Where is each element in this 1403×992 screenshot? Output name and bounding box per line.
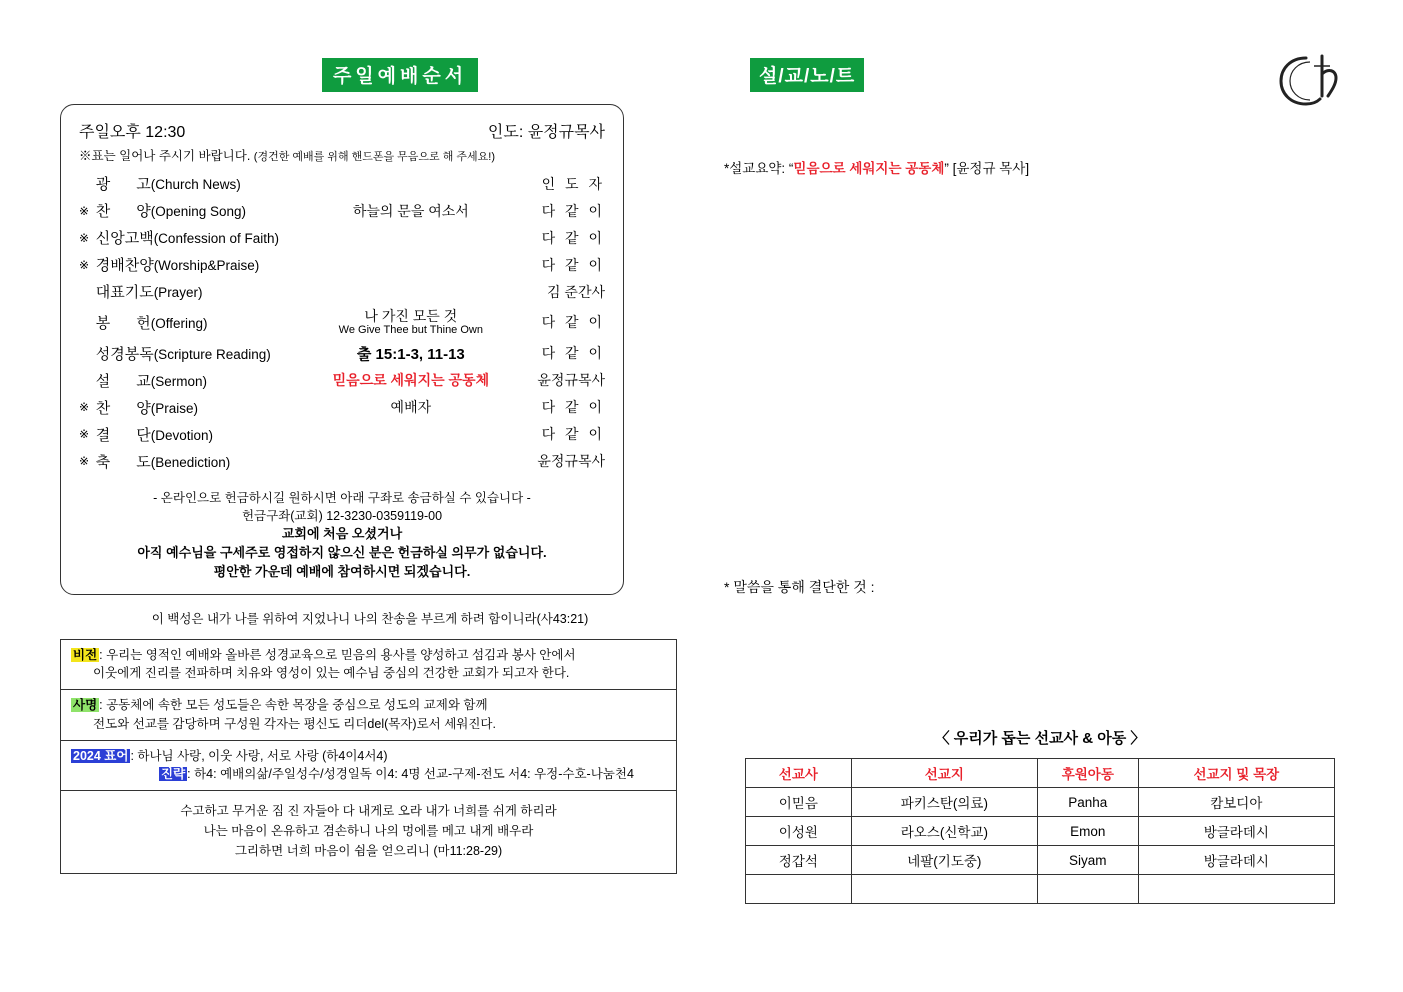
order-item-ko: 결 xyxy=(95,426,111,444)
order-mark: ※ xyxy=(79,230,90,245)
order-item-en: (Devotion) xyxy=(150,427,213,443)
vision-row xyxy=(61,640,676,691)
vision-line-1: : 우리는 영적인 예배와 올바른 성경교육으로 믿음의 용사를 양성하고 섬김과 봉사 안에서 xyxy=(99,647,576,662)
strategy-text: : 하4: 예배의삶/주일성수/성경일독 이4: 4명 선교-구제-전도 서4: 우정-수호-나눔천4 xyxy=(187,767,634,782)
strategy-line xyxy=(71,765,668,784)
order-item xyxy=(96,448,320,475)
order-item-ko: 설 xyxy=(95,372,111,390)
order-row xyxy=(79,394,605,421)
offering-note-4: 아직 예수님을 구세주로 영접하지 않으신 분은 헌금하실 의무가 없습니다. xyxy=(137,544,547,560)
order-row xyxy=(79,340,605,367)
worship-order-title: 주일예배순서 xyxy=(322,58,478,92)
order-who: 윤정규목사 xyxy=(537,453,605,470)
order-who: 다 같 이 xyxy=(541,256,605,273)
order-item-en: (Sermon) xyxy=(150,373,207,389)
missionary-name: 이성원 xyxy=(746,817,852,846)
missionary-header-cell: 후원아동 xyxy=(1037,759,1138,788)
order-item xyxy=(96,367,320,394)
order-row xyxy=(79,224,605,251)
missionary-table xyxy=(745,758,1335,904)
order-mark: ※ xyxy=(79,203,90,218)
order-item-en: (Prayer) xyxy=(153,285,203,300)
worship-order-column xyxy=(60,58,680,874)
mission-line-1: : 공동체에 속한 모든 성도들은 속한 목장을 중심으로 성도의 교제와 함께 xyxy=(99,698,488,713)
order-item-ko2: 헌 xyxy=(136,314,151,332)
order-row xyxy=(79,170,605,197)
order-detail xyxy=(320,278,502,305)
order-mark xyxy=(79,340,96,367)
offering-note-3: 교회에 처음 오셨거나 xyxy=(281,525,403,541)
table-row xyxy=(746,875,1335,904)
sponsored-child: Emon xyxy=(1037,817,1138,846)
vision-mission-box xyxy=(60,639,677,875)
order-item-ko: 축 xyxy=(95,453,111,471)
order-item xyxy=(96,251,320,278)
order-item-ko: 찬 xyxy=(95,399,111,417)
order-who: 다 같 이 xyxy=(541,229,605,246)
order-detail xyxy=(320,170,502,197)
order-item-ko: 찬 xyxy=(95,203,111,220)
order-mark: ※ xyxy=(79,257,90,272)
order-item-ko: 광 xyxy=(95,176,111,193)
missionary-field: 네팔(기도중) xyxy=(851,846,1037,875)
sermon-summary-prefix: *설교요약: “ xyxy=(724,161,794,176)
order-item-en: (Worship&Praise) xyxy=(153,258,260,273)
child-field: 캄보디아 xyxy=(1138,788,1334,817)
order-who: 다 같 이 xyxy=(541,202,605,219)
child-field xyxy=(1138,875,1334,904)
order-who: 다 같 이 xyxy=(541,399,605,416)
order-item xyxy=(96,394,320,421)
mission-line-2: 전도와 선교를 감당하며 구성원 각자는 평신도 리더del(목자)로서 세워진다. xyxy=(93,716,496,731)
order-item-ko: 봉 xyxy=(95,314,111,332)
order-item xyxy=(96,170,320,197)
order-mark xyxy=(79,367,96,394)
sermon-title-inline: 믿음으로 세워지는 공동체 xyxy=(332,372,490,389)
order-item-ko2: 고 xyxy=(136,176,151,193)
order-who: 다 같 이 xyxy=(541,345,605,362)
motto-line-1: 수고하고 무거운 짐 진 자들아 다 내게로 오라 내가 너희를 쉬게 하리라 xyxy=(180,804,557,819)
order-item-en: (Offering) xyxy=(150,315,208,331)
order-mark xyxy=(79,278,96,305)
mission-row xyxy=(61,690,676,741)
sermon-summary xyxy=(720,157,1360,177)
order-detail xyxy=(320,305,502,340)
missionary-field xyxy=(851,875,1037,904)
missionary-header-cell: 선교사 xyxy=(746,759,852,788)
order-row xyxy=(79,278,605,305)
order-item-ko: 대표기도 xyxy=(95,284,154,301)
order-who: 윤정규목사 xyxy=(537,372,605,389)
missionary-field: 라오스(신학교) xyxy=(851,817,1037,846)
decision-prompt: * 말씀을 통해 결단한 것 : xyxy=(724,579,875,595)
strategy-tag: 진략 xyxy=(161,767,186,782)
missionary-name: 이믿음 xyxy=(746,788,852,817)
sermon-note-title-wrap xyxy=(720,58,1360,92)
order-who: 다 같 이 xyxy=(541,314,605,331)
order-row xyxy=(79,448,605,475)
order-row xyxy=(79,421,605,448)
standing-note xyxy=(79,146,605,164)
order-item-ko: 신앙고백 xyxy=(95,230,154,247)
motto-line-2: 나는 마음이 온유하고 겸손하니 나의 멍에를 메고 내게 배우라 xyxy=(203,824,534,839)
service-time-row xyxy=(79,119,605,142)
order-item-en: (Confession of Faith) xyxy=(153,231,279,246)
sermon-note-column xyxy=(720,58,1360,904)
offering-notes xyxy=(79,489,605,582)
missionary-header-cell: 선교지 xyxy=(851,759,1037,788)
child-field: 방글라데시 xyxy=(1138,846,1334,875)
table-row xyxy=(746,817,1335,846)
sermon-summary-suffix: ” [윤정규 목사] xyxy=(944,161,1030,176)
order-item-en: (Praise) xyxy=(150,400,198,416)
mission-tag: 사명 xyxy=(73,698,98,713)
order-detail xyxy=(320,251,502,278)
order-item-en: (Church News) xyxy=(150,177,241,192)
order-mark: ※ xyxy=(79,400,90,415)
offering-note-5: 평안한 가운데 예배에 참여하시면 되겠습니다. xyxy=(213,563,471,579)
worship-order-table xyxy=(79,170,605,475)
theme-verse: 이 백성은 내가 나를 위하여 지었나니 나의 찬송을 부르게 하려 함이니라(사43:21) xyxy=(151,611,589,626)
service-time: 주일오후 12:30 xyxy=(79,124,186,141)
vision-tag: 비전 xyxy=(73,647,98,662)
missionary-header-cell: 선교지 및 목장 xyxy=(1138,759,1334,788)
sermon-summary-title: 믿음으로 세워지는 공동체 xyxy=(793,161,945,176)
standing-note-sub: (경건한 예배를 위해 핸드폰을 무음으로 해 주세요!) xyxy=(253,151,496,163)
order-detail-sub: We Give Thee but Thine Own xyxy=(338,324,483,337)
order-item-ko2: 도 xyxy=(136,453,151,471)
order-item-ko2: 양 xyxy=(136,203,151,220)
order-item-ko2: 교 xyxy=(136,372,151,390)
table-row xyxy=(746,846,1335,875)
order-mark xyxy=(79,305,96,340)
order-item-en: (Benediction) xyxy=(150,454,231,470)
offering-note-1: - 온라인으로 헌금하시길 원하시면 아래 구좌로 송금하실 수 있습니다 - xyxy=(153,490,531,505)
sermon-note-title: 설/교/노/트 xyxy=(750,58,864,92)
order-mark xyxy=(79,170,96,197)
table-row xyxy=(746,788,1335,817)
missionary-name: 정갑석 xyxy=(746,846,852,875)
order-row xyxy=(79,367,605,394)
service-leader: 인도: 윤정규목사 xyxy=(487,124,605,141)
order-item-ko2: 양 xyxy=(136,399,151,417)
order-who: 다 같 이 xyxy=(541,426,605,443)
order-detail xyxy=(320,224,502,251)
order-detail: 하늘의 문을 여소서 xyxy=(352,202,469,219)
church-logo-icon xyxy=(1276,52,1346,110)
order-item xyxy=(96,197,320,224)
worship-order-title-wrap xyxy=(120,58,680,92)
order-who: 김 준간사 xyxy=(547,283,605,300)
worship-order-box xyxy=(60,104,624,595)
missionary-table-title: 〈 우리가 돕는 선교사 & 아동 〉 xyxy=(934,730,1146,747)
order-mark: ※ xyxy=(79,454,90,469)
order-who: 인 도 자 xyxy=(541,175,605,192)
vision-line-2: 이웃에게 진리를 전파하며 치유와 영성이 있는 예수님 중심의 건강한 교회가 되고자 한다. xyxy=(93,666,570,681)
order-item xyxy=(96,421,320,448)
missionary-header-row xyxy=(746,759,1335,788)
sponsored-child: Panha xyxy=(1037,788,1138,817)
order-item xyxy=(96,278,320,305)
order-item-ko: 경배찬양 xyxy=(95,257,154,274)
order-mark: ※ xyxy=(79,427,90,442)
child-field: 방글라데시 xyxy=(1138,817,1334,846)
order-detail: 출 15:1-3, 11-13 xyxy=(356,345,465,363)
motto-line-3: 그리하면 너희 마음이 쉼을 얻으리니 (마11:28-29) xyxy=(234,844,503,859)
missionary-field: 파키스탄(의료) xyxy=(851,788,1037,817)
missionary-name xyxy=(746,875,852,904)
order-item-ko: 성경봉독 xyxy=(95,345,154,363)
order-detail-main: 나 가진 모든 것 xyxy=(364,308,458,324)
goal-line-1: : 하나님 사랑, 이웃 사랑, 서로 사랑 (하4이4서4) xyxy=(130,748,388,763)
order-row xyxy=(79,305,605,340)
sponsored-child xyxy=(1037,875,1138,904)
order-detail xyxy=(320,421,502,448)
order-item-en: (Opening Song) xyxy=(150,204,247,219)
standing-note-main: ※표는 일어나 주시기 바랍니다. xyxy=(79,149,251,163)
order-item-ko2: 단 xyxy=(136,426,151,444)
order-item xyxy=(96,340,320,367)
goal-tag: 2024 표어 xyxy=(73,748,129,763)
goal-row xyxy=(61,741,676,792)
order-detail: 예배자 xyxy=(390,399,432,416)
order-row xyxy=(79,197,605,224)
order-row xyxy=(79,251,605,278)
order-item xyxy=(96,224,320,251)
order-item xyxy=(96,305,320,340)
sponsored-child: Siyam xyxy=(1037,846,1138,875)
order-detail xyxy=(320,448,502,475)
offering-note-2: 헌금구좌(교회) 12-3230-0359119-00 xyxy=(241,508,443,523)
order-item-en: (Scripture Reading) xyxy=(153,346,271,362)
motto-row xyxy=(61,791,676,873)
